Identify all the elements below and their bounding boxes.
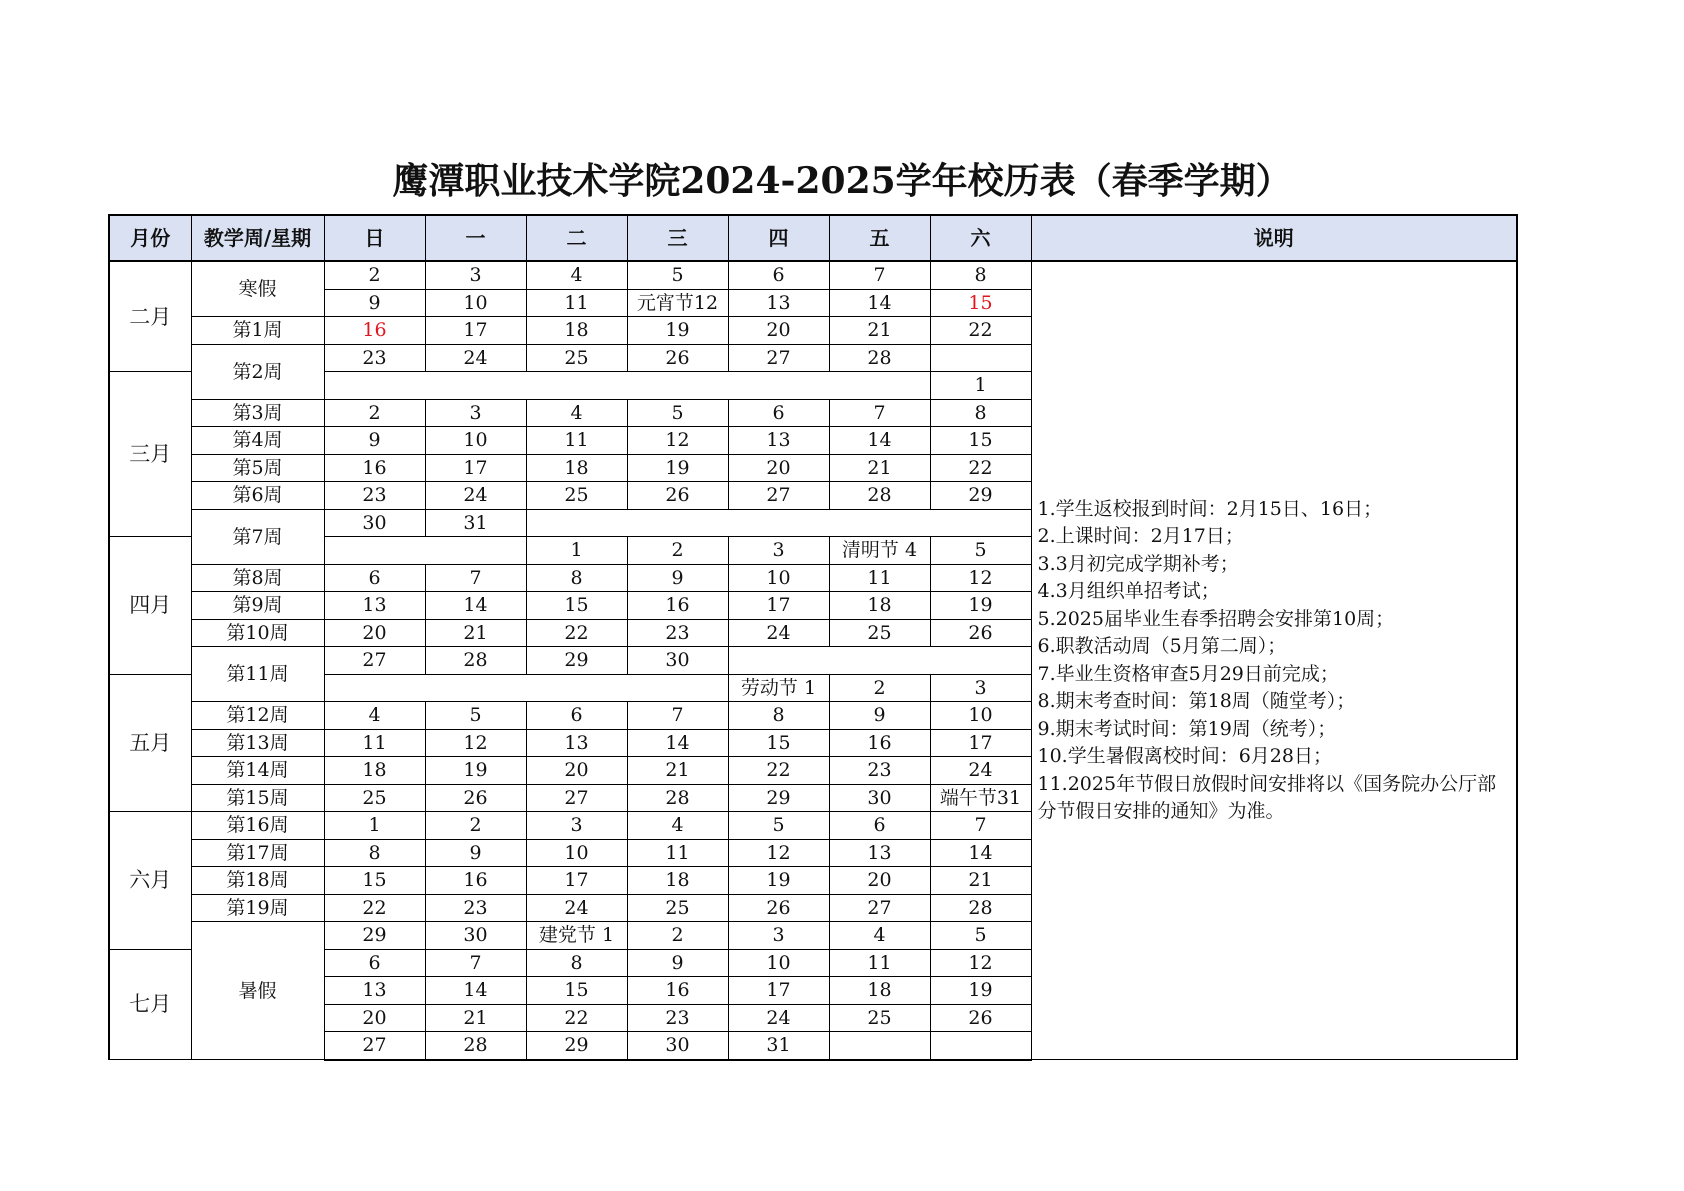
week-cell: 第12周 <box>191 702 324 730</box>
month-cell: 四月 <box>109 537 191 675</box>
date-cell: 24 <box>930 757 1031 785</box>
date-cell: 27 <box>526 784 627 812</box>
date-cell: 20 <box>324 619 425 647</box>
month-cell: 五月 <box>109 674 191 812</box>
week-cell: 第3周 <box>191 399 324 427</box>
empty-cell <box>324 372 930 400</box>
date-cell: 6 <box>728 399 829 427</box>
date-cell: 31 <box>728 1032 829 1060</box>
header-day-wed: 三 <box>627 215 728 261</box>
date-cell: 26 <box>627 344 728 372</box>
week-cell: 第9周 <box>191 592 324 620</box>
date-cell: 5 <box>425 702 526 730</box>
notes-panel <box>1031 261 1517 1060</box>
date-cell: 12 <box>425 729 526 757</box>
date-cell: 5 <box>930 537 1031 565</box>
date-cell: 22 <box>324 894 425 922</box>
date-cell: 5 <box>627 399 728 427</box>
note-item: 3.3月初完成学期补考； <box>1037 552 1239 575</box>
date-cell: 20 <box>324 1004 425 1032</box>
date-cell: 18 <box>829 592 930 620</box>
week-cell: 暑假 <box>191 922 324 1060</box>
date-cell: 28 <box>425 647 526 675</box>
highlight-date-cell: 16 <box>324 317 425 345</box>
date-cell: 3 <box>425 261 526 289</box>
date-cell: 3 <box>425 399 526 427</box>
date-cell: 17 <box>425 317 526 345</box>
date-cell: 26 <box>425 784 526 812</box>
date-cell: 1 <box>324 812 425 840</box>
date-cell: 24 <box>425 344 526 372</box>
date-cell: 21 <box>829 317 930 345</box>
month-cell: 六月 <box>109 812 191 950</box>
empty-cell <box>728 647 1031 675</box>
date-cell: 2 <box>829 674 930 702</box>
date-cell: 12 <box>930 564 1031 592</box>
date-cell: 6 <box>324 564 425 592</box>
date-cell: 29 <box>526 1032 627 1060</box>
date-cell: 1 <box>930 372 1031 400</box>
date-cell: 6 <box>829 812 930 840</box>
date-cell: 13 <box>829 839 930 867</box>
date-cell: 9 <box>627 949 728 977</box>
date-cell: 3 <box>728 537 829 565</box>
date-cell: 25 <box>324 784 425 812</box>
date-cell: 24 <box>728 619 829 647</box>
date-cell: 14 <box>930 839 1031 867</box>
note-item: 8.期末考查时间：第18周（随堂考）； <box>1037 690 1356 712</box>
date-cell: 29 <box>930 482 1031 510</box>
note-item: 10.学生暑假离校时间：6月28日； <box>1037 745 1332 767</box>
date-cell: 30 <box>324 509 425 537</box>
holiday-cell: 劳动节 1 <box>728 674 829 702</box>
date-cell: 29 <box>526 647 627 675</box>
date-cell <box>930 1032 1031 1060</box>
date-cell: 9 <box>627 564 728 592</box>
date-cell: 5 <box>627 261 728 289</box>
date-cell: 24 <box>728 1004 829 1032</box>
date-cell: 9 <box>324 289 425 317</box>
note-item: 2.上课时间：2月17日； <box>1037 525 1244 547</box>
date-cell <box>829 1032 930 1060</box>
date-cell: 30 <box>425 922 526 950</box>
date-cell: 28 <box>829 482 930 510</box>
date-cell: 23 <box>627 1004 728 1032</box>
date-cell: 27 <box>728 344 829 372</box>
date-cell: 7 <box>930 812 1031 840</box>
date-cell: 21 <box>425 1004 526 1032</box>
date-cell: 26 <box>627 482 728 510</box>
month-cell: 二月 <box>109 261 191 372</box>
date-cell: 28 <box>627 784 728 812</box>
date-cell: 18 <box>526 454 627 482</box>
date-cell: 19 <box>627 454 728 482</box>
date-cell <box>930 344 1031 372</box>
date-cell: 30 <box>627 1032 728 1060</box>
date-cell: 10 <box>728 564 829 592</box>
date-cell: 15 <box>324 867 425 895</box>
date-cell: 17 <box>425 454 526 482</box>
date-cell: 15 <box>526 977 627 1005</box>
week-cell: 第5周 <box>191 454 324 482</box>
week-cell: 第14周 <box>191 757 324 785</box>
date-cell: 20 <box>728 454 829 482</box>
date-cell: 20 <box>728 317 829 345</box>
date-cell: 12 <box>728 839 829 867</box>
empty-cell <box>324 674 728 702</box>
date-cell: 12 <box>930 949 1031 977</box>
date-cell: 4 <box>526 399 627 427</box>
date-cell: 1 <box>526 537 627 565</box>
date-cell: 18 <box>627 867 728 895</box>
date-cell: 18 <box>829 977 930 1005</box>
date-cell: 14 <box>829 427 930 455</box>
date-cell: 22 <box>728 757 829 785</box>
date-cell: 30 <box>627 647 728 675</box>
date-cell: 25 <box>526 482 627 510</box>
week-cell: 第15周 <box>191 784 324 812</box>
date-cell: 8 <box>728 702 829 730</box>
date-cell: 19 <box>627 317 728 345</box>
date-cell: 3 <box>930 674 1031 702</box>
date-cell: 25 <box>829 1004 930 1032</box>
header-day-tue: 二 <box>526 215 627 261</box>
date-cell: 23 <box>627 619 728 647</box>
week-cell: 第11周 <box>191 647 324 702</box>
date-cell: 7 <box>425 564 526 592</box>
date-cell: 6 <box>526 702 627 730</box>
date-cell: 24 <box>526 894 627 922</box>
date-cell: 19 <box>930 977 1031 1005</box>
date-cell: 10 <box>930 702 1031 730</box>
header-day-sun: 日 <box>324 215 425 261</box>
holiday-cell: 元宵节12 <box>627 289 728 317</box>
date-cell: 16 <box>829 729 930 757</box>
holiday-cell: 清明节 4 <box>829 537 930 565</box>
date-cell: 28 <box>829 344 930 372</box>
date-cell: 4 <box>526 261 627 289</box>
date-cell: 2 <box>627 922 728 950</box>
note-item: 1.学生返校报到时间：2月15日、16日； <box>1037 497 1383 520</box>
date-cell: 2 <box>324 399 425 427</box>
date-cell: 25 <box>526 344 627 372</box>
date-cell: 22 <box>930 317 1031 345</box>
date-cell: 20 <box>526 757 627 785</box>
date-cell: 21 <box>930 867 1031 895</box>
date-cell: 7 <box>425 949 526 977</box>
date-cell: 17 <box>930 729 1031 757</box>
date-cell: 21 <box>829 454 930 482</box>
header-notes: 说明 <box>1031 215 1517 261</box>
date-cell: 12 <box>627 427 728 455</box>
date-cell: 22 <box>930 454 1031 482</box>
date-cell: 19 <box>728 867 829 895</box>
header-day-sat: 六 <box>930 215 1031 261</box>
date-cell: 27 <box>324 647 425 675</box>
week-cell: 第4周 <box>191 427 324 455</box>
month-cell: 七月 <box>109 949 191 1060</box>
date-cell: 7 <box>829 399 930 427</box>
header-row <box>109 215 1517 261</box>
date-cell: 8 <box>526 949 627 977</box>
week-cell: 第18周 <box>191 867 324 895</box>
week-cell: 第2周 <box>191 344 324 399</box>
date-cell: 2 <box>324 261 425 289</box>
date-cell: 30 <box>829 784 930 812</box>
empty-cell <box>526 509 1031 537</box>
date-cell: 16 <box>627 592 728 620</box>
month-cell: 三月 <box>109 372 191 537</box>
date-cell: 6 <box>728 261 829 289</box>
date-cell: 22 <box>526 619 627 647</box>
date-cell: 8 <box>526 564 627 592</box>
table-row <box>109 261 1517 289</box>
note-item: 5.2025届毕业生春季招聘会安排第10周； <box>1037 607 1395 630</box>
date-cell: 17 <box>526 867 627 895</box>
date-cell: 7 <box>627 702 728 730</box>
header-month: 月份 <box>109 215 191 261</box>
date-cell: 15 <box>728 729 829 757</box>
date-cell: 11 <box>627 839 728 867</box>
date-cell: 7 <box>829 261 930 289</box>
note-item: 9.期末考试时间：第19周（统考）； <box>1037 717 1337 740</box>
date-cell: 8 <box>324 839 425 867</box>
date-cell: 23 <box>324 344 425 372</box>
date-cell: 23 <box>324 482 425 510</box>
date-cell: 25 <box>829 619 930 647</box>
week-cell: 第16周 <box>191 812 324 840</box>
date-cell: 27 <box>829 894 930 922</box>
date-cell: 13 <box>728 427 829 455</box>
date-cell: 28 <box>425 1032 526 1060</box>
week-cell: 第19周 <box>191 894 324 922</box>
date-cell: 11 <box>526 289 627 317</box>
date-cell: 5 <box>728 812 829 840</box>
date-cell: 4 <box>324 702 425 730</box>
date-cell: 28 <box>930 894 1031 922</box>
date-cell: 21 <box>425 619 526 647</box>
week-cell: 第17周 <box>191 839 324 867</box>
date-cell: 14 <box>425 977 526 1005</box>
date-cell: 23 <box>425 894 526 922</box>
date-cell: 14 <box>425 592 526 620</box>
note-item: 6.职教活动周（5月第二周）； <box>1037 635 1287 657</box>
date-cell: 26 <box>728 894 829 922</box>
date-cell: 3 <box>728 922 829 950</box>
date-cell: 13 <box>324 977 425 1005</box>
date-cell: 18 <box>324 757 425 785</box>
date-cell: 10 <box>425 427 526 455</box>
date-cell: 15 <box>526 592 627 620</box>
date-cell: 21 <box>627 757 728 785</box>
holiday-cell: 端午节31 <box>930 784 1031 812</box>
date-cell: 27 <box>728 482 829 510</box>
date-cell: 18 <box>526 317 627 345</box>
holiday-cell: 建党节 1 <box>526 922 627 950</box>
date-cell: 15 <box>930 427 1031 455</box>
date-cell: 2 <box>425 812 526 840</box>
note-item: 4.3月组织单招考试； <box>1037 580 1220 602</box>
week-cell: 第13周 <box>191 729 324 757</box>
header-day-thu: 四 <box>728 215 829 261</box>
date-cell: 23 <box>829 757 930 785</box>
date-cell: 3 <box>526 812 627 840</box>
week-cell: 第1周 <box>191 317 324 345</box>
date-cell: 24 <box>425 482 526 510</box>
date-cell: 16 <box>425 867 526 895</box>
date-cell: 26 <box>930 1004 1031 1032</box>
week-cell: 第8周 <box>191 564 324 592</box>
week-cell: 第10周 <box>191 619 324 647</box>
empty-cell <box>324 537 526 565</box>
page-title: 鹰潭职业技术学院2024-2025学年校历表（春季学期） <box>392 160 1292 202</box>
note-item: 7.毕业生资格审查5月29日前完成； <box>1037 662 1339 685</box>
date-cell: 4 <box>829 922 930 950</box>
calendar-table <box>108 214 1518 1061</box>
date-cell: 17 <box>728 977 829 1005</box>
date-cell: 9 <box>324 427 425 455</box>
date-cell: 8 <box>930 399 1031 427</box>
date-cell: 13 <box>324 592 425 620</box>
date-cell: 14 <box>829 289 930 317</box>
date-cell: 5 <box>930 922 1031 950</box>
date-cell: 10 <box>526 839 627 867</box>
date-cell: 16 <box>627 977 728 1005</box>
date-cell: 9 <box>425 839 526 867</box>
date-cell: 22 <box>526 1004 627 1032</box>
highlight-date-cell: 15 <box>930 289 1031 317</box>
header-day-mon: 一 <box>425 215 526 261</box>
date-cell: 17 <box>728 592 829 620</box>
date-cell: 9 <box>829 702 930 730</box>
date-cell: 13 <box>728 289 829 317</box>
date-cell: 19 <box>425 757 526 785</box>
date-cell: 29 <box>324 922 425 950</box>
date-cell: 4 <box>627 812 728 840</box>
week-cell: 第6周 <box>191 482 324 510</box>
date-cell: 20 <box>829 867 930 895</box>
date-cell: 27 <box>324 1032 425 1060</box>
week-cell: 第7周 <box>191 509 324 564</box>
date-cell: 11 <box>324 729 425 757</box>
date-cell: 2 <box>627 537 728 565</box>
date-cell: 11 <box>829 949 930 977</box>
date-cell: 25 <box>627 894 728 922</box>
date-cell: 8 <box>930 261 1031 289</box>
date-cell: 6 <box>324 949 425 977</box>
date-cell: 16 <box>324 454 425 482</box>
date-cell: 26 <box>930 619 1031 647</box>
date-cell: 10 <box>728 949 829 977</box>
date-cell: 10 <box>425 289 526 317</box>
date-cell: 11 <box>526 427 627 455</box>
date-cell: 31 <box>425 509 526 537</box>
date-cell: 19 <box>930 592 1031 620</box>
header-week: 教学周/星期 <box>191 215 324 261</box>
week-cell: 寒假 <box>191 261 324 317</box>
note-item: 11.2025年节假日放假时间安排将以《国务院办公厅部分节假日安排的通知》为准。 <box>1037 772 1497 822</box>
date-cell: 29 <box>728 784 829 812</box>
header-day-fri: 五 <box>829 215 930 261</box>
date-cell: 14 <box>627 729 728 757</box>
date-cell: 13 <box>526 729 627 757</box>
date-cell: 11 <box>829 564 930 592</box>
